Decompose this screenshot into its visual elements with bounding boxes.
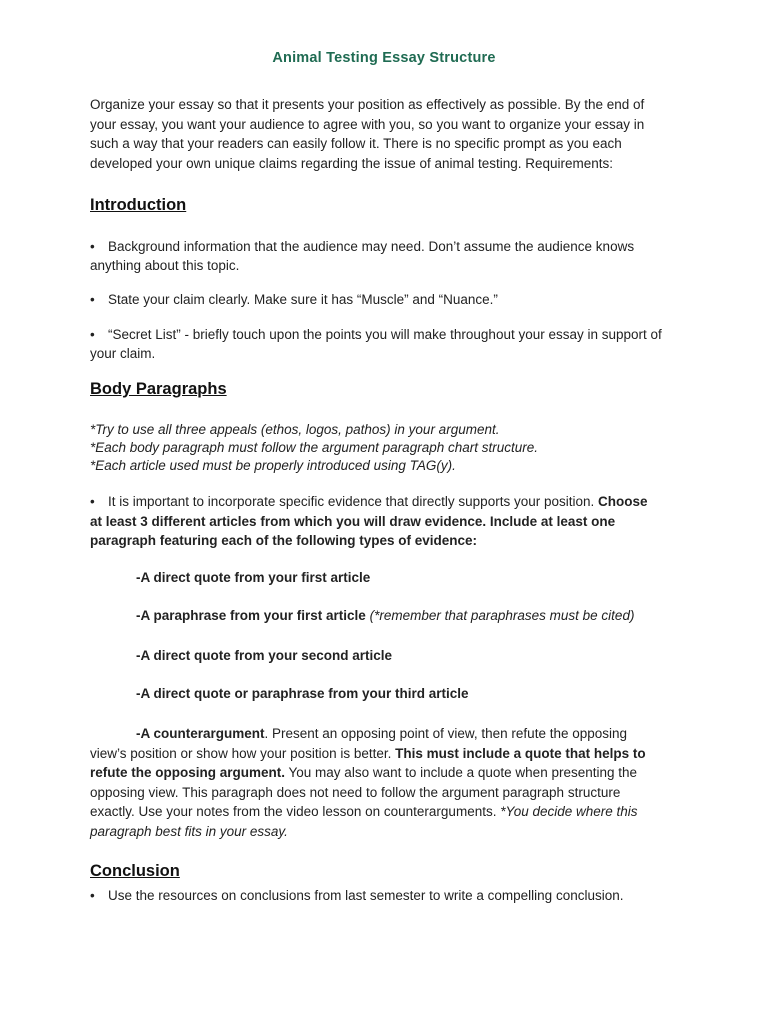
bullet-marker: •: [90, 292, 95, 307]
evidence-item: [136, 570, 370, 585]
evidence-item: [136, 608, 634, 623]
evidence-text-bold: paragraph featuring each of the following types of evidence:: [90, 533, 478, 548]
body-note: *Each body paragraph must follow the argument paragraph chart structure.: [90, 440, 538, 455]
evidence-item: [136, 648, 392, 663]
bullet-text: Use the resources on conclusions from last semester to write a compelling conclusion.: [108, 888, 624, 903]
counterargument-text: exactly. Use your notes from the video lesson on counterarguments.: [90, 804, 501, 819]
bullet-text: anything about this topic.: [90, 258, 240, 273]
counterargument-text-bold: refute the opposing argument.: [90, 765, 286, 780]
conclusion-heading: Conclusion: [90, 862, 180, 880]
intro-bullet: [90, 290, 690, 309]
introduction-heading: Introduction: [90, 196, 187, 214]
counterargument-text: . Present an opposing point of view, then refute the opposing: [264, 726, 628, 741]
document-title: Animal Testing Essay Structure: [272, 50, 496, 66]
bullet-text: “Secret List” - briefly touch upon the points you will make throughout your essay in support of: [108, 327, 662, 342]
evidence-text-bold: Choose: [598, 494, 648, 509]
intro-bullet: [90, 325, 690, 363]
body-paragraphs-heading: Body Paragraphs: [90, 380, 227, 398]
bullet-marker: •: [90, 327, 95, 342]
counterargument-text: opposing view. This paragraph does not need to follow the argument paragraph structure: [90, 784, 621, 800]
counterargument-paragraph: [90, 724, 670, 841]
counterargument-text: You may also want to include a quote when presenting the: [285, 765, 638, 780]
evidence-item-label: -A paraphrase from your first article: [136, 608, 366, 623]
counterargument-text-italic: paragraph best fits in your essay.: [90, 823, 288, 839]
bullet-marker: •: [90, 239, 95, 254]
counterargument-text-italic: *You decide where this: [500, 804, 638, 819]
body-note: *Try to use all three appeals (ethos, logos, pathos) in your argument.: [90, 422, 500, 437]
intro-line: developed your own unique claims regarding the issue of animal testing. Requirements:: [90, 155, 614, 171]
bullet-marker: •: [90, 888, 95, 903]
counterargument-text-bold: This must include a quote that helps to: [395, 745, 646, 761]
bullet-marker: •: [90, 494, 95, 509]
conclusion-bullet: [90, 886, 690, 905]
intro-paragraph: [90, 95, 690, 173]
bullet-text: State your claim clearly. Make sure it has “Muscle” and “Nuance.”: [108, 292, 498, 307]
intro-line: your essay, you want your audience to agree with you, so you want to organize your essay in: [90, 116, 645, 132]
counterargument-text: view’s position or show how your position is better.: [90, 745, 396, 761]
evidence-item-label: -A direct quote from your first article: [136, 570, 371, 585]
evidence-item-label: -A direct quote from your second article: [136, 648, 393, 663]
intro-bullet: [90, 237, 690, 275]
body-note: *Each article used must be properly introduced using TAG(y).: [90, 458, 456, 473]
intro-line: Organize your essay so that it presents your position as effectively as possible. By the end of: [90, 97, 645, 112]
evidence-text: It is important to incorporate specific evidence that directly supports your position.: [108, 494, 598, 509]
bullet-text: Background information that the audience may need. Don’t assume the audience knows: [108, 239, 635, 254]
intro-line: such a way that your readers can easily follow it. There is no specific prompt as you each: [90, 136, 622, 151]
evidence-item: [136, 686, 469, 701]
evidence-bullet: [90, 492, 690, 551]
counterargument-label: -A counterargument: [136, 726, 265, 741]
evidence-item-label: -A direct quote or paraphrase from your third article: [136, 686, 469, 701]
evidence-text-bold: at least 3 different articles from which you will draw evidence. Include at least one: [90, 513, 616, 529]
evidence-item-note: (*remember that paraphrases must be cited): [365, 608, 635, 623]
bullet-text: your claim.: [90, 346, 156, 361]
